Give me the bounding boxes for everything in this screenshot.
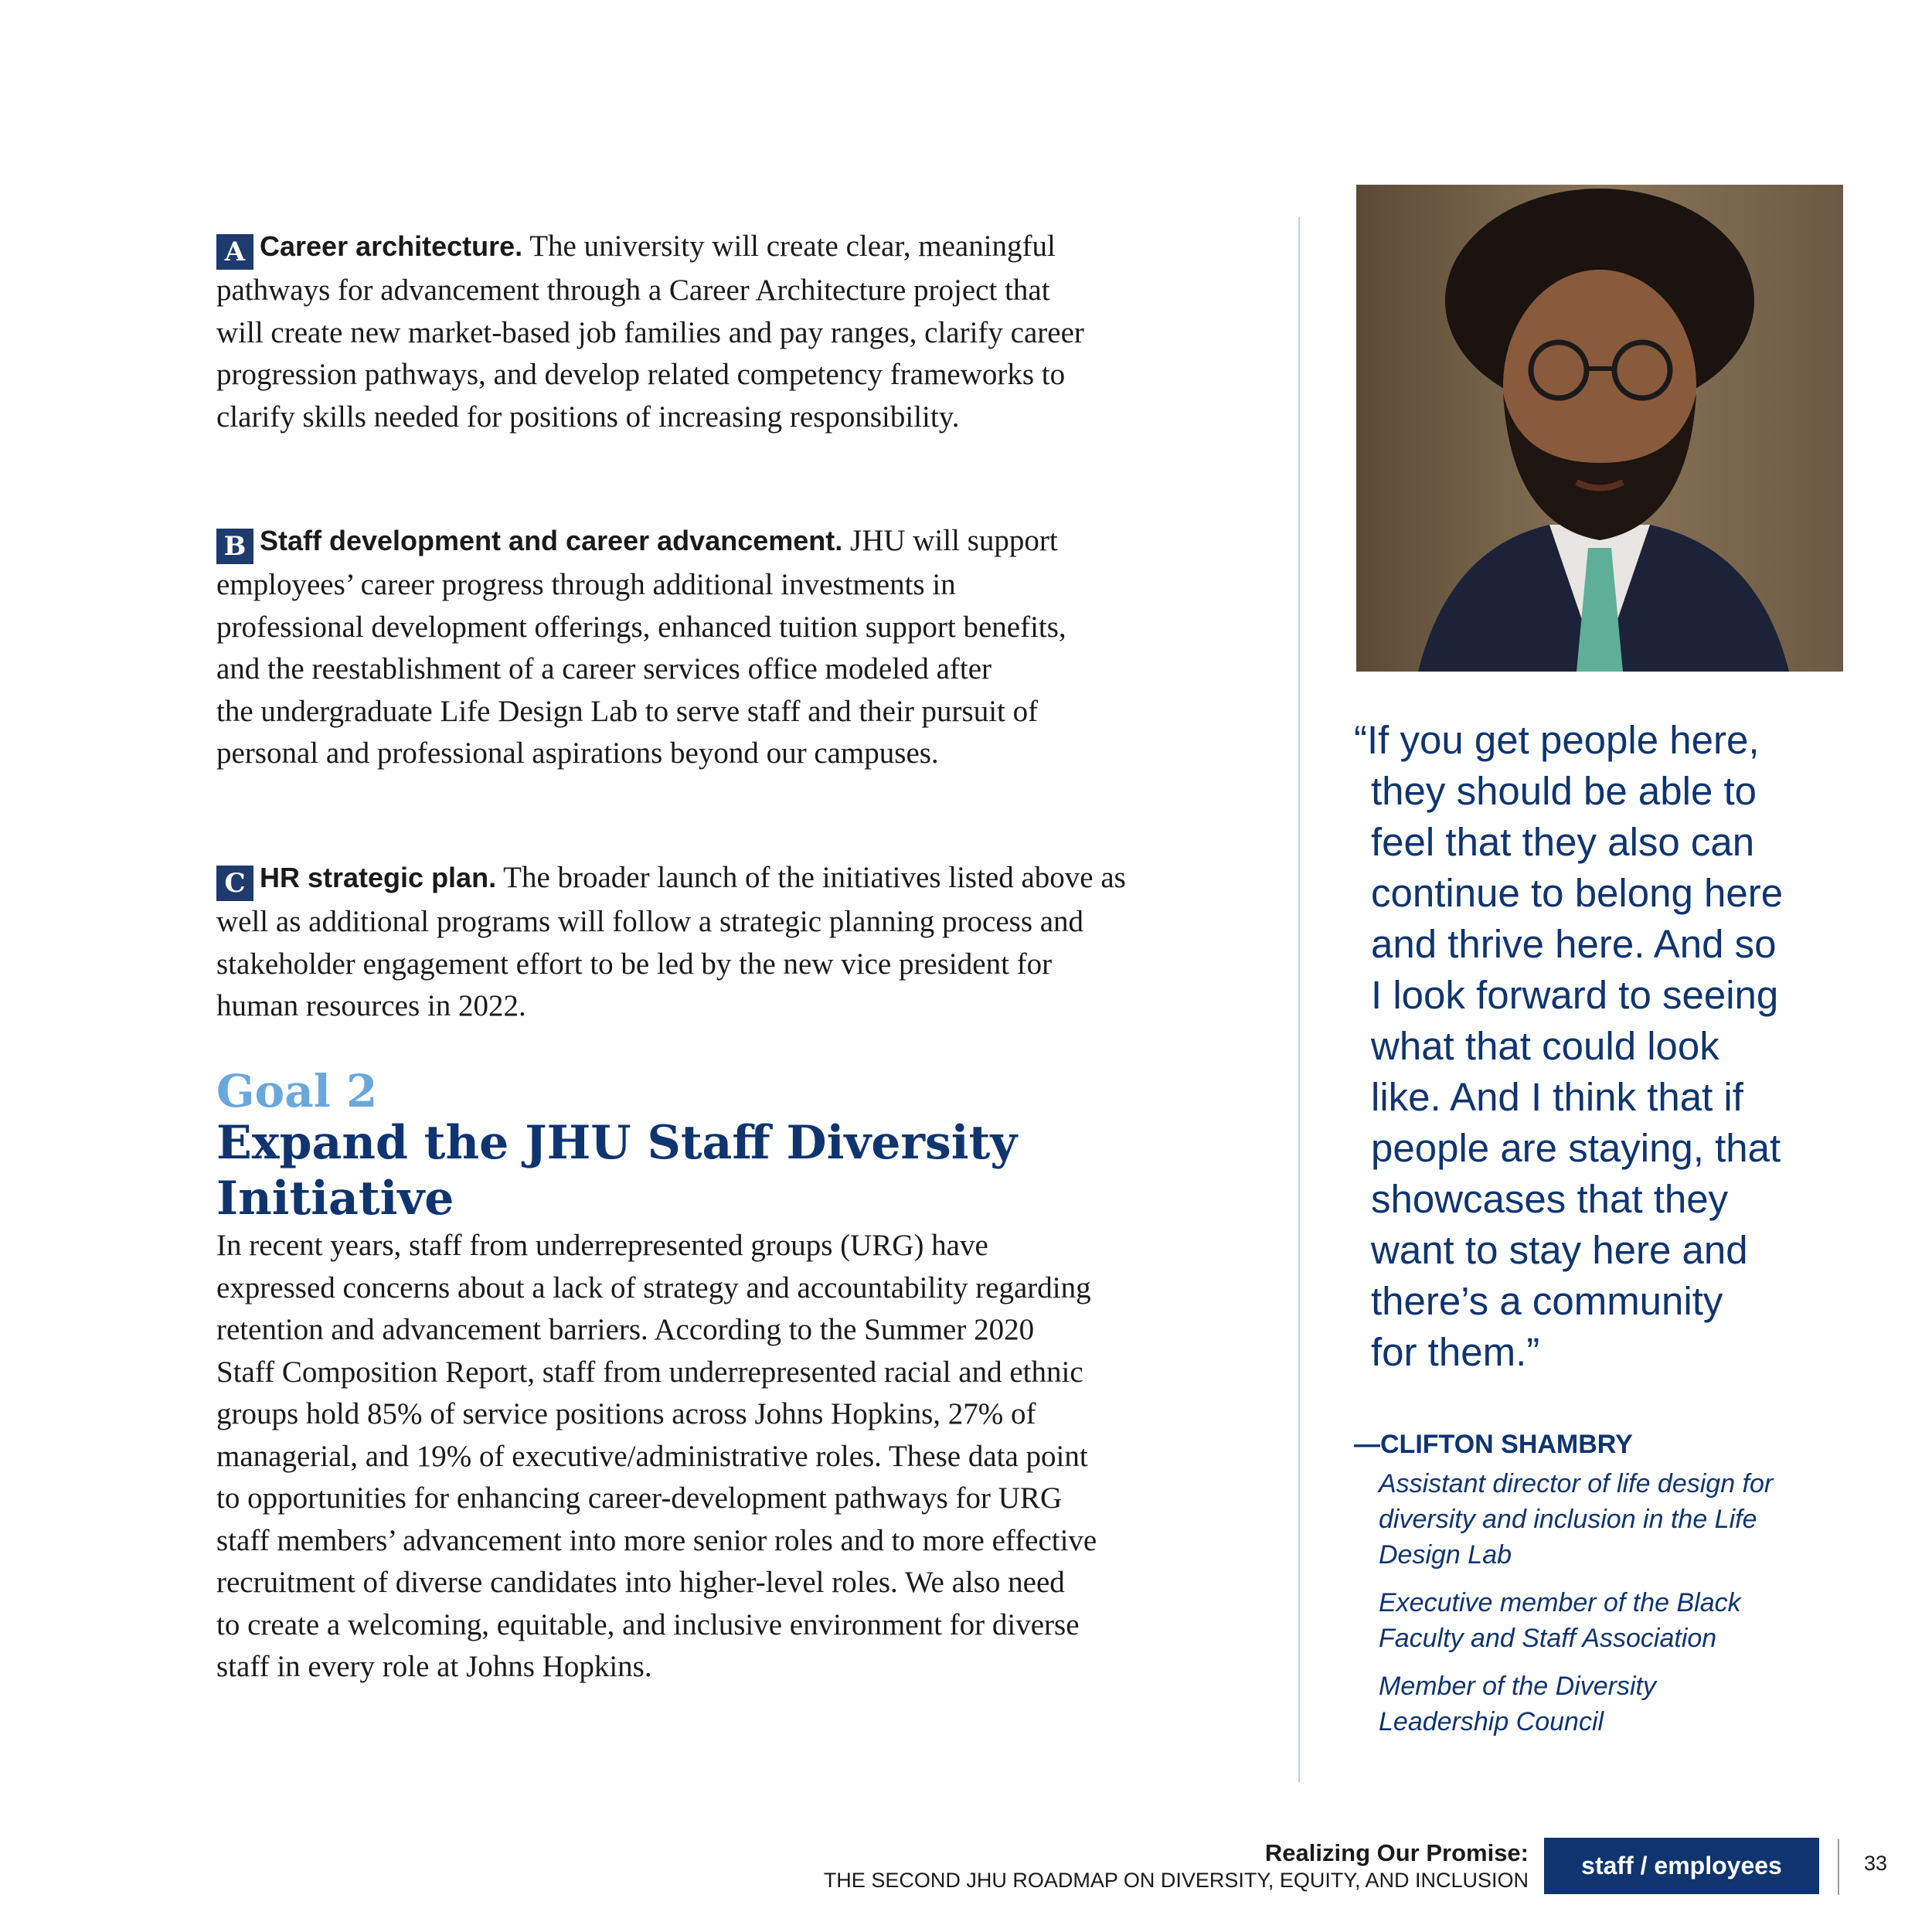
pull-quote: “If you get people here, they should be able to feel that they also can continue to belong here and thrive here. And so I look forward to seeing what that could look like. And I think that if people are staying, that showcases that they want to stay here and there’s a community for them.” <box>1354 718 1784 1374</box>
section-a: A Career architecture. The university will create clear, meaningful pathways for advancement through a Career Architecture project that will create new market-based job families and pay ranges, clarify career progression pathways, and develop related competency frameworks to clarify skills needed for positions of increasing responsibility. <box>216 230 1084 434</box>
section-tab: staff / employees <box>1544 1838 1819 1894</box>
goal-kicker: Goal 2 <box>216 1065 378 1117</box>
page-number: 33 <box>1864 1852 1888 1875</box>
section-badge-b: B <box>216 529 253 564</box>
attribution-role: Assistant director of life design for diversity and inclusion in the Life Design Lab <box>1379 1469 1774 1570</box>
attribution-role: Member of the Diversity Leadership Council <box>1379 1672 1656 1736</box>
attribution-name: —CLIFTON SHAMBRY <box>1354 1430 1633 1459</box>
column-divider <box>1298 217 1300 1782</box>
attribution-role: Executive member of the Black Faculty and Staff Association <box>1379 1588 1741 1653</box>
goal-title: Expand the JHU Staff Diversity Initiative <box>216 1116 1018 1226</box>
footer-subtitle: THE SECOND JHU ROADMAP ON DIVERSITY, EQUITY, AND INCLUSION <box>823 1869 1529 1892</box>
quote-attribution <box>1354 1430 1773 1740</box>
goal-body: In recent years, staff from underrepresented groups (URG) have expressed concerns about a lack of strategy and accountability regarding retention and advancement barriers. According to the Summer 2020 Staff Composition Report, staff from underrepresented racial and ethnic groups hold 85% of service positions across Johns Hopkins, 27% of managerial, and 19% of executive/administrative roles. These data point to opportunities for enhancing career-development pathways for URG staff members’ advancement into more senior roles and to more effective recruitment of diverse candidates into higher-level roles. We also need to create a welcoming, equitable, and inclusive environment for diverse staff in every role at Johns Hopkins. <box>216 1229 1097 1683</box>
section-c: C HR strategic plan. The broader launch of the initiatives listed above as well as additional programs will follow a strategic planning process and stakeholder engagement effort to be led by the new vice president for human resources in 2022. <box>216 861 1126 1022</box>
section-badge-a: A <box>216 234 253 270</box>
footer-divider <box>1838 1839 1839 1895</box>
section-b: B Staff development and career advancement. JHU will support employees’ career progress through additional investments in professional development offerings, enhanced tuition support benefits, and the reestablishment of a career services office modeled after the undergraduate Life Design Lab to serve staff and their pursuit of personal and professional aspirations beyond our campuses. <box>216 524 1066 770</box>
footer-title: Realizing Our Promise: <box>1264 1839 1529 1866</box>
portrait-photo <box>1356 185 1843 672</box>
section-badge-c: C <box>216 866 253 901</box>
